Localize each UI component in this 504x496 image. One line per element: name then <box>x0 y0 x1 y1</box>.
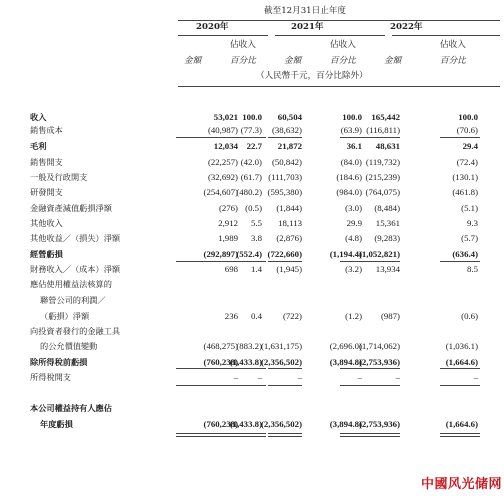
pct-label-2020-a: 佔收入 <box>230 40 256 50</box>
row-value: (77.3) <box>240 125 262 135</box>
row-value: (722) <box>282 311 302 321</box>
tax-rule <box>440 385 480 386</box>
row-value: (72.4) <box>456 157 478 167</box>
total-double-rule <box>360 433 400 437</box>
row-value: (2,876) <box>276 233 302 243</box>
total-double-rule <box>440 433 480 437</box>
pretax-loss-rule <box>238 368 266 369</box>
row-value: (2,356,502) <box>260 419 302 429</box>
tax-rule <box>268 385 302 386</box>
gross-profit-rule <box>360 137 400 138</box>
row-value: (8,484) <box>374 203 400 213</box>
row-value: (184.6) <box>336 172 362 182</box>
row-value: (40,987) <box>207 125 238 135</box>
year-2021: 2021年 <box>291 22 324 32</box>
row-value: (883.2) <box>236 341 262 351</box>
header-underline <box>178 86 500 87</box>
row-value: 21,872 <box>277 141 302 151</box>
gross-profit-rule <box>238 137 266 138</box>
row-value: (254,607) <box>203 187 238 197</box>
row-value: 165,442 <box>371 112 400 122</box>
row-value: (84.0) <box>340 157 362 167</box>
operating-loss-rule <box>238 261 266 262</box>
row-value: (38,632) <box>271 125 302 135</box>
row-value: (3,894.8) <box>329 357 362 367</box>
row-value: (5.1) <box>461 203 478 213</box>
row-value: (0.5) <box>245 203 262 213</box>
tax-rule <box>176 385 238 386</box>
row-label: 毛利 <box>30 141 47 151</box>
row-value: (1,664.6) <box>445 419 478 429</box>
row-value: (987) <box>380 311 400 321</box>
year-underline-2022 <box>392 35 500 36</box>
row-value: (42.0) <box>240 157 262 167</box>
row-label: 其他收益／（損失）淨額 <box>30 233 121 243</box>
row-value: – <box>395 372 400 382</box>
row-value: – <box>473 372 478 382</box>
year-2022: 2022年 <box>390 22 423 32</box>
row-value: (63.9) <box>340 125 362 135</box>
row-value: (2,696.0) <box>329 341 362 351</box>
pct-label-2022-b: 百分比 <box>440 56 466 66</box>
row-value: 15,361 <box>375 218 400 228</box>
row-value: 22.7 <box>246 141 262 151</box>
total-double-rule <box>238 433 266 437</box>
row-value: (2,753,936) <box>358 357 400 367</box>
row-value: (0.6) <box>461 311 478 321</box>
row-value: – <box>233 372 238 382</box>
row-value: (764,075) <box>365 187 400 197</box>
row-label: 銷售成本 <box>30 125 63 135</box>
amount-label-2020: 金額 <box>184 56 202 66</box>
row-value: (111,703) <box>268 172 302 182</box>
pct-label-2021-a: 佔收入 <box>330 40 356 50</box>
row-value: (1,194.4) <box>329 249 362 259</box>
row-value: (292,897) <box>203 249 238 259</box>
row-value: 18,113 <box>278 218 302 228</box>
row-value: 48,631 <box>375 141 400 151</box>
row-value: 13,934 <box>375 264 400 274</box>
row-value: 5.5 <box>251 218 262 228</box>
row-value: (3.2) <box>345 264 362 274</box>
row-value: 12,034 <box>213 141 238 151</box>
row-value: 60,504 <box>277 112 302 122</box>
row-value: 36.1 <box>346 141 362 151</box>
row-value: (595,380) <box>267 187 302 197</box>
gross-profit-rule <box>440 137 480 138</box>
row-value: (130.1) <box>452 172 478 182</box>
row-label: 本公司權益持有人應佔 <box>30 403 112 413</box>
pct-label-2020-b: 百分比 <box>230 56 256 66</box>
row-value: (480.2) <box>236 187 262 197</box>
row-value: (552.4) <box>236 249 262 259</box>
row-value: 698 <box>224 264 238 274</box>
row-label: 聯營公司的利潤／ <box>40 295 106 305</box>
row-value: (9,283) <box>374 233 400 243</box>
amount-label-2022: 金額 <box>384 56 402 66</box>
row-value: (636.4) <box>452 249 478 259</box>
row-value: (1.2) <box>345 311 362 321</box>
watermark: 中國风光储网 <box>420 477 502 492</box>
row-label: 一般及行政開支 <box>30 172 88 182</box>
operating-loss-rule <box>268 261 302 262</box>
row-value: (760,238) <box>203 357 238 367</box>
row-value: (2,356,502) <box>260 357 302 367</box>
row-value: (119,732) <box>365 157 400 167</box>
pretax-loss-rule <box>440 368 480 369</box>
row-value: 29.9 <box>346 218 362 228</box>
row-value: (1,664.6) <box>445 357 478 367</box>
tax-rule <box>360 385 400 386</box>
row-value: 9.3 <box>467 218 478 228</box>
row-value: (276) <box>218 203 238 213</box>
row-value: 236 <box>224 311 238 321</box>
row-value: (984.0) <box>336 187 362 197</box>
row-value: (70.6) <box>456 125 478 135</box>
pct-label-2021-b: 百分比 <box>330 56 356 66</box>
row-label: 收入 <box>30 112 47 122</box>
row-value: (1,844) <box>276 203 302 213</box>
year-underline-2021 <box>275 35 385 36</box>
row-value: (5.7) <box>461 233 478 243</box>
row-label: （虧損）淨額 <box>40 311 90 321</box>
period-underline <box>178 20 500 21</box>
operating-loss-rule <box>176 261 238 262</box>
total-double-rule <box>176 433 238 437</box>
row-value: 0.4 <box>251 311 262 321</box>
unit-note: （人民幣千元，百分比除外） <box>256 71 368 81</box>
row-value: (116,811) <box>366 125 400 135</box>
period-header: 截至12月31日止年度 <box>264 6 347 16</box>
row-value: – <box>297 372 302 382</box>
row-value: 100.0 <box>342 112 362 122</box>
row-value: 3.8 <box>251 233 262 243</box>
row-label: 應佔使用權益法核算的 <box>30 279 112 289</box>
row-value: 1.4 <box>251 264 262 274</box>
row-label: 研發開支 <box>30 187 63 197</box>
row-value: (2,753,936) <box>358 419 400 429</box>
row-value: 100.0 <box>458 112 478 122</box>
row-label: 金融資產減值虧損淨額 <box>30 203 112 213</box>
row-label: 年度虧損 <box>40 419 73 429</box>
tax-rule <box>238 385 266 386</box>
row-value: 100.0 <box>242 112 262 122</box>
row-value: (1,631,175) <box>260 341 302 351</box>
row-value: (1,433.8) <box>229 419 262 429</box>
row-label: 所得稅開支 <box>30 372 71 382</box>
row-label: 經營虧損 <box>30 249 63 259</box>
year-2020: 2020年 <box>196 22 229 32</box>
row-value: (1,433.8) <box>229 357 262 367</box>
pretax-loss-rule <box>268 368 302 369</box>
row-value: 2,912 <box>218 218 238 228</box>
pretax-loss-rule <box>176 368 238 369</box>
row-label: 銷售開支 <box>30 157 63 167</box>
row-value: (468,275) <box>203 341 238 351</box>
year-underline-2020 <box>178 35 268 36</box>
row-value: – <box>257 372 262 382</box>
row-value: (1,714,062) <box>358 341 400 351</box>
row-value: (4.8) <box>345 233 362 243</box>
operating-loss-rule <box>360 261 400 262</box>
row-value: (50,842) <box>271 157 302 167</box>
row-value: (61.7) <box>240 172 262 182</box>
gross-profit-rule <box>268 137 302 138</box>
row-value: 29.4 <box>462 141 478 151</box>
row-value: – <box>357 372 362 382</box>
row-label: 向投資者發行的金融工具 <box>30 326 121 336</box>
row-value: (722,660) <box>267 249 302 259</box>
row-label: 財務收入／（成本）淨額 <box>30 264 121 274</box>
row-label: 除所得稅前虧損 <box>30 357 88 367</box>
row-value: (461.8) <box>452 187 478 197</box>
pct-label-2022-a: 佔收入 <box>440 40 466 50</box>
row-value: 53,021 <box>213 112 238 122</box>
total-double-rule <box>268 433 302 437</box>
row-label: 其他收入 <box>30 218 63 228</box>
row-value: 1,989 <box>218 233 238 243</box>
operating-loss-rule <box>440 261 480 262</box>
row-value: 8.5 <box>467 264 478 274</box>
row-value: (760,238) <box>203 419 238 429</box>
row-value: (1,945) <box>276 264 302 274</box>
gross-profit-rule <box>176 137 238 138</box>
row-value: (215,239) <box>365 172 400 182</box>
row-label: 的公允價值變動 <box>40 341 98 351</box>
row-value: (3,894.8) <box>329 419 362 429</box>
row-value: (22,257) <box>207 157 238 167</box>
amount-label-2021: 金額 <box>284 56 302 66</box>
pretax-loss-rule <box>360 368 400 369</box>
row-value: (32,692) <box>207 172 238 182</box>
row-value: (3.0) <box>345 203 362 213</box>
row-value: (1,036.1) <box>445 341 478 351</box>
row-value: (1,052,821) <box>358 249 400 259</box>
